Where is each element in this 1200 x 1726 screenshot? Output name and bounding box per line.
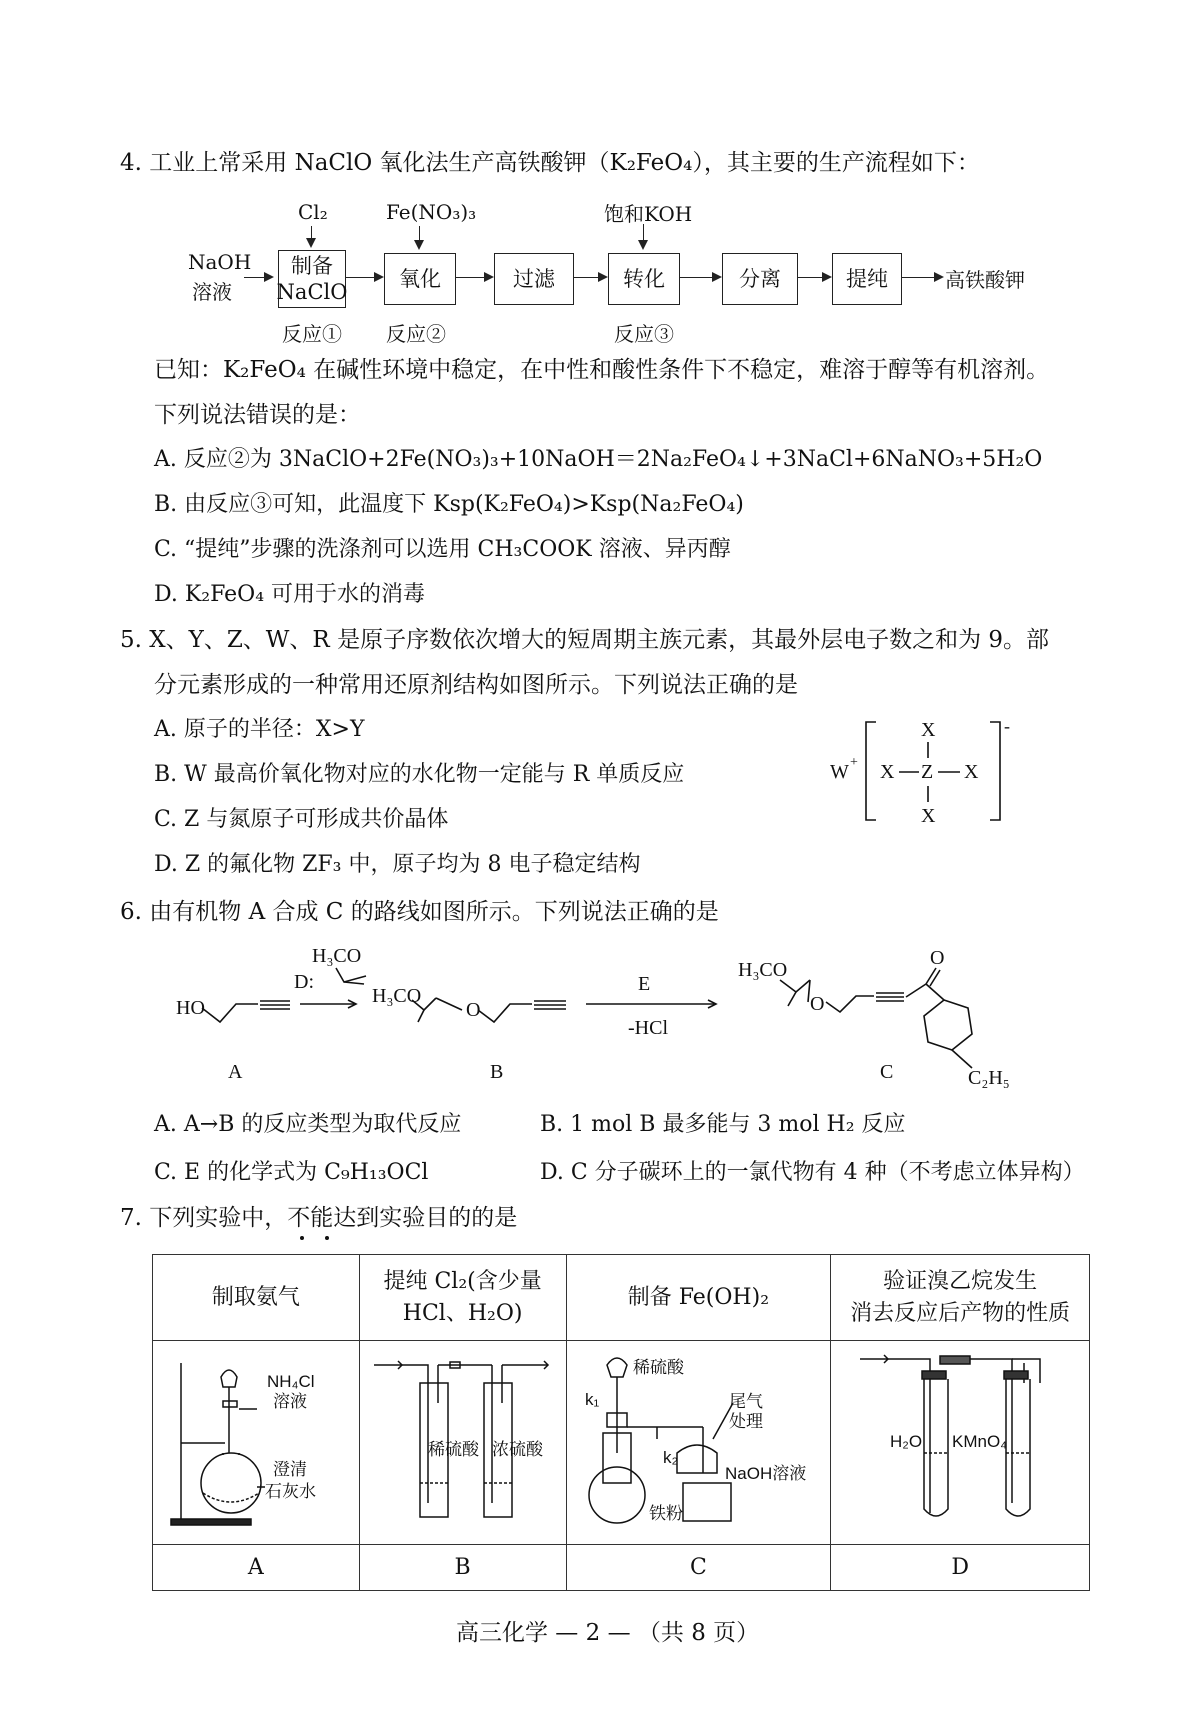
label-h2o: H₂O bbox=[890, 1431, 923, 1451]
compound-b-name: B bbox=[490, 1061, 504, 1083]
o-label: O bbox=[930, 947, 945, 969]
label-kmno4: KMnO₄ bbox=[952, 1431, 1008, 1451]
ho-label: HO bbox=[176, 997, 205, 1019]
flow-arrow bbox=[346, 277, 382, 278]
q5-stem-line1: 5. X、Y、Z、W、R 是原子序数依次增大的短周期主族元素，其最外层电子数之和为 9。部 bbox=[120, 627, 1050, 653]
struct-z: Z bbox=[921, 761, 934, 783]
apparatus-a bbox=[161, 1343, 351, 1533]
h3co-label: H₃CO bbox=[738, 959, 788, 981]
figure-c-cell bbox=[566, 1341, 831, 1545]
label-tail-gas: 尾气 bbox=[729, 1391, 764, 1411]
compound-a-name: A bbox=[228, 1061, 243, 1083]
header-d: 验证溴乙烷发生 消去反应后产物的性质 bbox=[831, 1255, 1090, 1341]
flow-step-separate: 分离 bbox=[722, 253, 798, 305]
flow-down-arrow bbox=[643, 224, 644, 248]
o-label: O bbox=[810, 993, 825, 1015]
flow-arrow bbox=[680, 277, 720, 278]
q7-emphasis: 不能 bbox=[287, 1205, 334, 1231]
flow-input-2: 溶液 bbox=[192, 280, 232, 304]
q4-option-a: A. 反应②为 3NaClO+2Fe(NO₃)₃+10NaOH＝2Na₂FeO₄↓+3NaCl+6NaNO₃+5H₂O bbox=[154, 447, 1043, 472]
struct-x-bottom: X bbox=[921, 805, 936, 827]
struct-w-charge: + bbox=[850, 755, 858, 770]
flow-output: 高铁酸钾 bbox=[945, 268, 1025, 292]
struct-x-right: X bbox=[964, 761, 979, 783]
q4-option-d: D. K₂FeO₄ 可用于水的消毒 bbox=[154, 582, 426, 607]
flow-arrow bbox=[902, 277, 942, 278]
flow-reaction-1: 反应① bbox=[282, 322, 342, 346]
q5-structure-diagram bbox=[820, 712, 1020, 832]
emphasis-dot bbox=[300, 1236, 304, 1240]
q7-experiment-table bbox=[152, 1254, 1090, 1591]
q4-known: 已知：K₂FeO₄ 在碱性环境中稳定，在中性和酸性条件下不稳定，难溶于醇等有机溶剂。 bbox=[154, 357, 1050, 383]
flow-arrow bbox=[798, 277, 830, 278]
o-label: O bbox=[466, 999, 481, 1021]
q6-option-b: B. 1 mol B 最多能与 3 mol H₂ 反应 bbox=[540, 1112, 906, 1137]
figure-b-cell bbox=[359, 1341, 566, 1545]
label-clear: 澄清 bbox=[272, 1459, 307, 1479]
apparatus-c bbox=[573, 1343, 823, 1533]
label-dilute-h2so4: 稀硫酸 bbox=[427, 1439, 479, 1459]
label-treatment: 处理 bbox=[729, 1411, 764, 1431]
apparatus-d bbox=[840, 1343, 1080, 1533]
answer-b: B bbox=[359, 1545, 566, 1591]
flow-arrow bbox=[574, 277, 606, 278]
h3co-label: H₃CO bbox=[372, 985, 422, 1007]
label-k1: k₁ bbox=[585, 1389, 600, 1409]
flow-down-arrow bbox=[311, 226, 312, 246]
flow-step-filter: 过滤 bbox=[494, 253, 574, 305]
label-iron-powder: 铁粉 bbox=[649, 1503, 684, 1523]
label-naoh: NaOH溶液 bbox=[725, 1463, 807, 1483]
label-k2: k₂ bbox=[663, 1447, 679, 1467]
q6-reaction-scheme bbox=[160, 940, 1040, 1090]
page-footer: 高三化学 — 2 — （共 8 页） bbox=[456, 1620, 760, 1646]
struct-x-top: X bbox=[921, 719, 936, 741]
c2h5-label: C₂H₅ bbox=[968, 1067, 1010, 1089]
flow-arrow bbox=[244, 277, 272, 278]
q5-option-b: B. W 最高价氧化物对应的水化物一定能与 R 单质反应 bbox=[154, 762, 685, 787]
label-limewater: 石灰水 bbox=[264, 1481, 316, 1501]
label-dilute-acid: 稀硫酸 bbox=[633, 1357, 685, 1377]
struct-charge: - bbox=[1004, 716, 1010, 736]
q5-option-d: D. Z 的氟化物 ZF₃ 中，原子均为 8 电子稳定结构 bbox=[154, 852, 641, 877]
label-solution: 溶液 bbox=[272, 1391, 307, 1411]
label-conc-h2so4: 浓硫酸 bbox=[491, 1439, 543, 1459]
h3co-label: H₃CO bbox=[312, 945, 362, 967]
emphasis-dot bbox=[325, 1236, 329, 1240]
header-b: 提纯 Cl₂(含少量 HCl、H₂O) bbox=[359, 1255, 566, 1341]
struct-x-left: X bbox=[880, 761, 895, 783]
header-c: 制备 Fe(OH)₂ bbox=[566, 1255, 831, 1341]
flow-reaction-3: 反应③ bbox=[614, 322, 674, 346]
flow-down-arrow bbox=[419, 226, 420, 248]
minus-hcl-label: -HCl bbox=[628, 1017, 668, 1039]
q6-option-a: A. A→B 的反应类型为取代反应 bbox=[154, 1112, 462, 1137]
label-nh4cl: NH₄Cl bbox=[266, 1371, 315, 1391]
flow-top-cl2: Cl₂ bbox=[298, 200, 328, 224]
q4-option-c: C. “提纯”步骤的洗涤剂可以选用 CH₃COOK 溶液、异丙醇 bbox=[154, 537, 731, 562]
flow-step-prepare: 制备 NaClO bbox=[278, 250, 346, 308]
answer-d: D bbox=[831, 1545, 1090, 1591]
q7-stem: 7. 下列实验中，不能达到实验目的的是 bbox=[120, 1205, 518, 1231]
d-label: D: bbox=[294, 971, 314, 993]
q4-option-b: B. 由反应③可知，此温度下 Ksp(K₂FeO₄)>Ksp(Na₂FeO₄) bbox=[154, 492, 744, 517]
answer-c: C bbox=[566, 1545, 831, 1591]
flow-arrow bbox=[456, 277, 492, 278]
flow-input-1: NaOH bbox=[188, 250, 252, 274]
q5-option-a: A. 原子的半径：X>Y bbox=[154, 717, 365, 742]
q6-option-c: C. E 的化学式为 C₉H₁₃OCl bbox=[154, 1160, 429, 1185]
table-header-row bbox=[153, 1255, 1090, 1341]
q6-option-d: D. C 分子碳环上的一氯代物有 4 种（不考虑立体异构） bbox=[540, 1160, 1085, 1185]
flow-step-convert: 转化 bbox=[608, 253, 680, 305]
q6-stem: 6. 由有机物 A 合成 C 的路线如图所示。下列说法正确的是 bbox=[120, 899, 719, 925]
flow-reaction-2: 反应② bbox=[386, 322, 446, 346]
flow-top-koh: 饱和KOH bbox=[604, 202, 693, 226]
compound-c-name: C bbox=[880, 1061, 894, 1083]
struct-w: W bbox=[830, 761, 849, 783]
q4-ask: 下列说法错误的是： bbox=[154, 402, 361, 428]
figure-d-cell bbox=[831, 1341, 1090, 1545]
table-figure-row bbox=[153, 1341, 1090, 1545]
apparatus-b bbox=[368, 1343, 558, 1533]
flow-top-fe: Fe(NO₃)₃ bbox=[386, 200, 477, 224]
flow-step-oxidize: 氧化 bbox=[384, 253, 456, 305]
e-label: E bbox=[638, 973, 651, 995]
q5-option-c: C. Z 与氮原子可形成共价晶体 bbox=[154, 807, 449, 832]
q4-stem: 4. 工业上常采用 NaClO 氧化法生产高铁酸钾（K₂FeO₄），其主要的生产流程如下： bbox=[120, 150, 980, 176]
answer-a: A bbox=[153, 1545, 360, 1591]
header-a: 制取氨气 bbox=[153, 1255, 360, 1341]
figure-a-cell bbox=[153, 1341, 360, 1545]
flow-step-purify: 提纯 bbox=[832, 253, 902, 305]
table-answer-row bbox=[153, 1545, 1090, 1591]
q5-stem-line2: 分元素形成的一种常用还原剂结构如图所示。下列说法正确的是 bbox=[154, 672, 798, 698]
